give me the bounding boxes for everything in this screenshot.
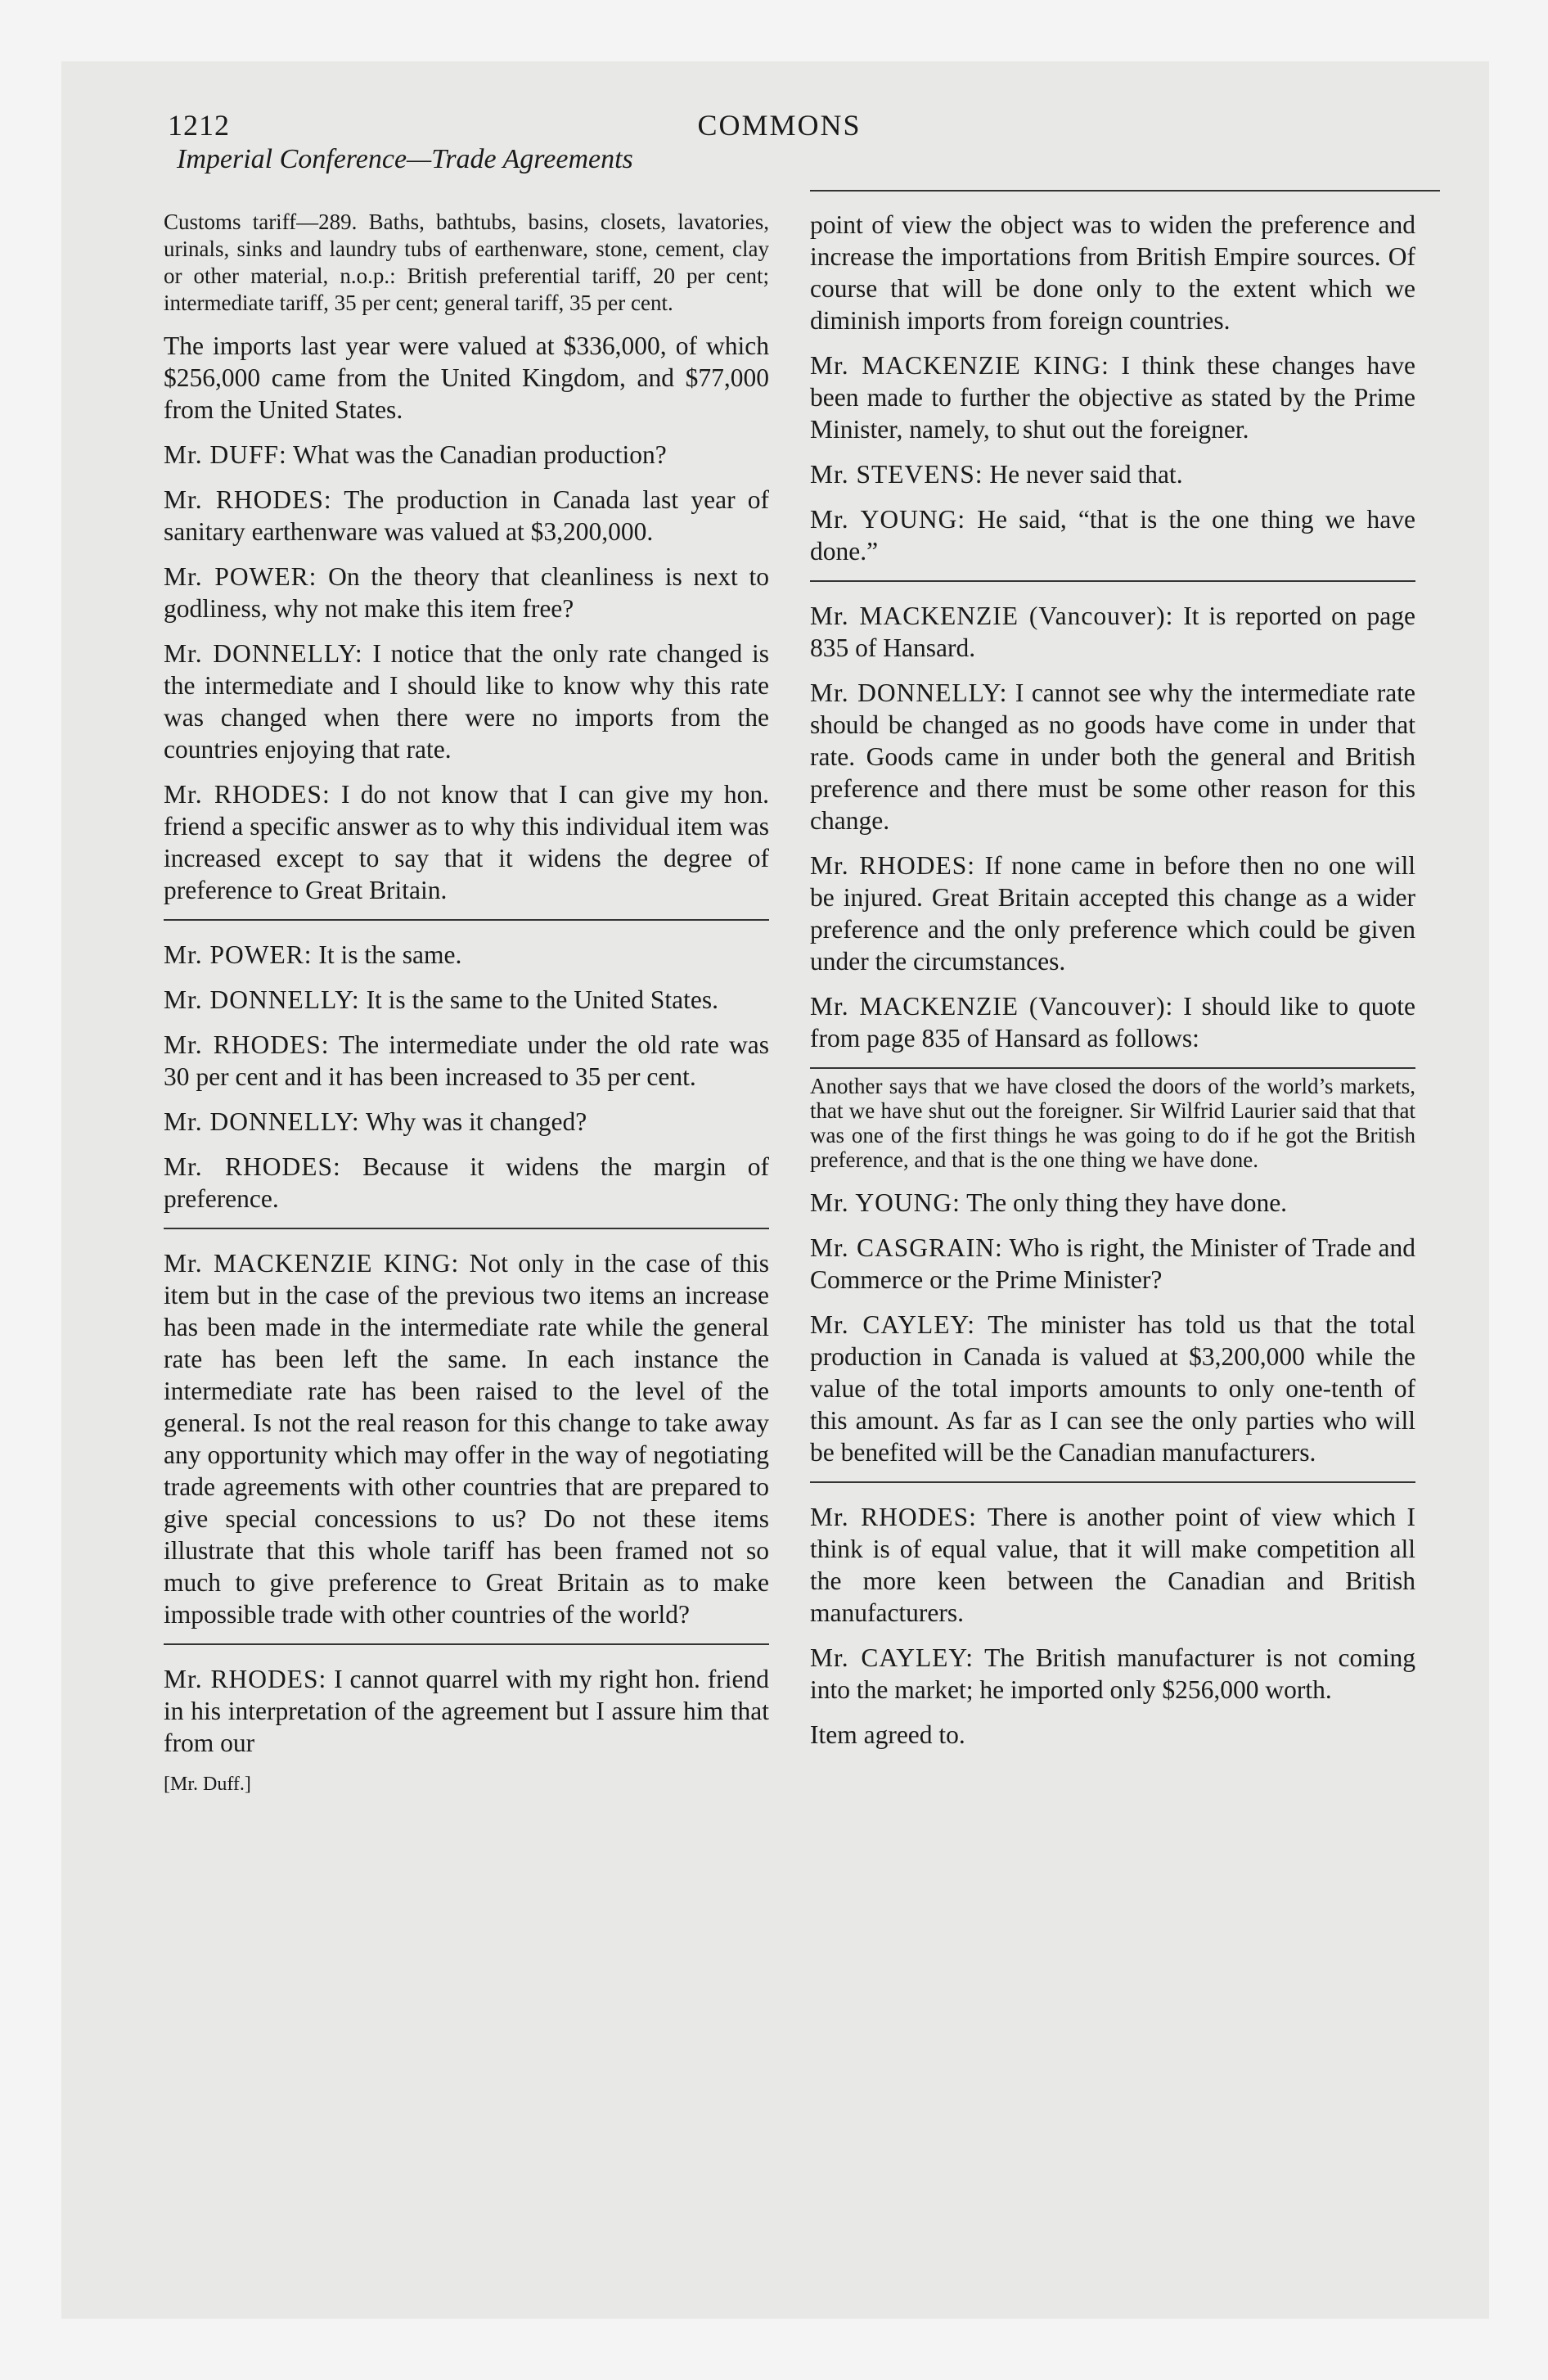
speaker: Mr. MACKENZIE KING: [164,1249,460,1278]
speaker: Mr. RHODES: [164,780,331,809]
speech [810,600,1415,664]
speech [810,990,1415,1054]
speech [810,677,1415,836]
speech [164,984,769,1016]
speech [164,439,769,471]
paragraph: point of view the object was to widen the preference and increase the importations from British Empire sources. Of course that will be done only to the extent which we diminish imports from foreign countries. [810,210,1415,335]
item-agreed: Item agreed to. [810,1720,965,1749]
speaker: Mr. RHODES: [164,1152,341,1181]
speech-text: I should like to quote from page 835 of Hansard as follows: [810,992,1415,1053]
speech-text: Who is right, the Minister of Trade and Commerce or the Prime Minister? [810,1233,1415,1294]
speaker: Mr. DONNELLY: [164,1107,360,1136]
speaker: Mr. MACKENZIE (Vancouver): [810,602,1174,630]
speaker: Mr. MACKENZIE KING: [810,351,1109,380]
speaker: Mr. DONNELLY: [164,639,363,668]
speaker: Mr. CASGRAIN: [810,1233,1003,1262]
speaker: Mr. DONNELLY: [164,985,360,1014]
speech [810,1309,1415,1468]
speech [164,1106,769,1138]
speech [164,638,769,765]
speech [164,1029,769,1093]
right-column [810,209,1415,1764]
speaker: Mr. CAYLEY: [810,1310,976,1339]
section-rule [810,580,1415,582]
speech [164,939,769,971]
speech-text: He said, “that is the one thing we have done.” [810,505,1416,566]
section-rule [810,1481,1415,1483]
page-header [106,108,1452,190]
speech-text: The British manufacturer is not coming into the market; he imported only $256,000 worth. [810,1643,1416,1704]
speech [810,458,1415,490]
speech-text: The only thing they have done. [966,1188,1288,1217]
speech-text: Why was it changed? [366,1107,587,1136]
speech [164,561,769,624]
tariff-item: Customs tariff—289. Baths, bathtubs, basins, closets, lavatories, urinals, sinks and laundry tubs of earthenware, stone, cement, clay or other material, n.o.p.: British preferential tariff, 20 per cent; intermediate tariff, 35 per cent; general tariff, 35 per cent. [164,210,769,315]
speaker: Mr. RHODES: [810,1503,977,1531]
speaker: Mr. RHODES: [164,1030,330,1059]
speaker: Mr. MACKENZIE (Vancouver): [810,992,1174,1021]
speech [810,1501,1415,1629]
speaker: Mr. YOUNG: [810,1188,961,1217]
speech-text: On the theory that cleanliness is next to godliness, why not make this item free? [164,562,769,623]
speech [164,1247,769,1630]
speaker: Mr. CAYLEY: [810,1643,974,1672]
speaker: Mr. POWER: [164,940,313,969]
speech-text: It is the same. [318,940,462,969]
speech [164,1663,769,1759]
speech [810,1187,1415,1219]
speech [810,349,1415,445]
speech-text: Not only in the case of this item but in the case of the previous two items an increase has been made in the intermediate rate while the general rate has been left the same. In each instance the intermediate rate has been raised to the level of the general. Is not the real reason for this change to take away any opportunity which may offer in the way of negotiating trade agreements with other countries that are prepared to give special concessions to us? Do not these items illustrate that this whole tariff has been framed not so much to give preference to Great Britain as to make impossible trade with other countries of the world? [164,1249,769,1629]
running-title: COMMONS [697,109,862,142]
running-subtitle: Imperial Conference—Trade Agreements [177,144,633,174]
speech-text: He never said that. [989,460,1183,489]
speaker: Mr. RHODES: [164,485,332,514]
speech-text: If none came in before then no one will be injured. Great Britain accepted this change as a wider preference and the only preference which could be given under the circumstances. [810,851,1415,976]
left-column [164,209,769,1810]
speech-text: I think these changes have been made to further the objective as stated by the Prime Minister, namely, to shut out the foreigner. [810,351,1415,444]
speech-text: I notice that the only rate changed is the intermediate and I should like to know why this rate was changed when there were no imports from the countries enjoying that rate. [164,639,769,764]
speech-text: The production in Canada last year of sanitary earthenware was valued at $3,200,000. [164,485,770,546]
section-rule [164,1228,769,1229]
hansard-quote: Another says that we have closed the doors of the world’s markets, that we have shut out the foreigner. Sir Wilfrid Laurier said that that was one of the first things he was going to do if he got the British preference, and that is the one thing we have done. [810,1074,1415,1172]
speech-text: I do not know that I can give my hon. friend a specific answer as to why this individual item was increased except to say that it widens the degree of preference to Great Britain. [164,780,769,904]
page-number: 1212 [168,109,230,142]
speech-text: It is reported on page 835 of Hansard. [810,602,1415,662]
section-rule [164,1643,769,1645]
speaker: Mr. RHODES: [164,1665,327,1693]
speaker: Mr. DONNELLY: [810,678,1008,707]
speech-text: Because it widens the margin of preference. [164,1152,769,1213]
speech [810,1642,1415,1706]
speech-text: What was the Canadian production? [293,440,667,469]
speech [164,484,769,548]
speech-text: I cannot quarrel with my right hon. friend in his interpretation of the agreement but I assure him that from our [164,1665,770,1757]
speaker: Mr. DUFF: [164,440,287,469]
speech-text: It is the same to the United States. [366,985,718,1014]
speaker: Mr. POWER: [164,562,317,591]
speech [810,1232,1415,1296]
speech-text: The intermediate under the old rate was 30 per cent and it has been increased to 35 per cent. [164,1030,770,1091]
speech [810,850,1415,977]
page-footer-note: [Mr. Duff.] [164,1774,251,1795]
header-rule [810,190,1440,192]
section-rule [164,919,769,921]
speech-text: There is another point of view which I think is of equal value, that it will make competition all the more keen between the Canadian and British manufacturers. [810,1503,1415,1627]
speech [810,503,1415,567]
speaker: Mr. RHODES: [810,851,975,880]
speech [164,1151,769,1215]
speaker: Mr. STEVENS: [810,460,983,489]
speech-text: I cannot see why the intermediate rate should be changed as no goods have come in under that rate. Goods came in under both the general and British preference and there must be some other reason for this change. [810,678,1415,835]
speech [164,778,769,906]
quote-rule [810,1067,1415,1069]
speech-text: The minister has told us that the total production in Canada is valued at $3,200,000 while the value of the total imports amounts to only one-tenth of this amount. As far as I can see the only parties who will be benefited will be the Canadian manufacturers. [810,1310,1415,1467]
speaker: Mr. YOUNG: [810,505,966,534]
paragraph: The imports last year were valued at $336,000, of which $256,000 came from the United Kingdom, and $77,000 from the United States. [164,331,769,424]
